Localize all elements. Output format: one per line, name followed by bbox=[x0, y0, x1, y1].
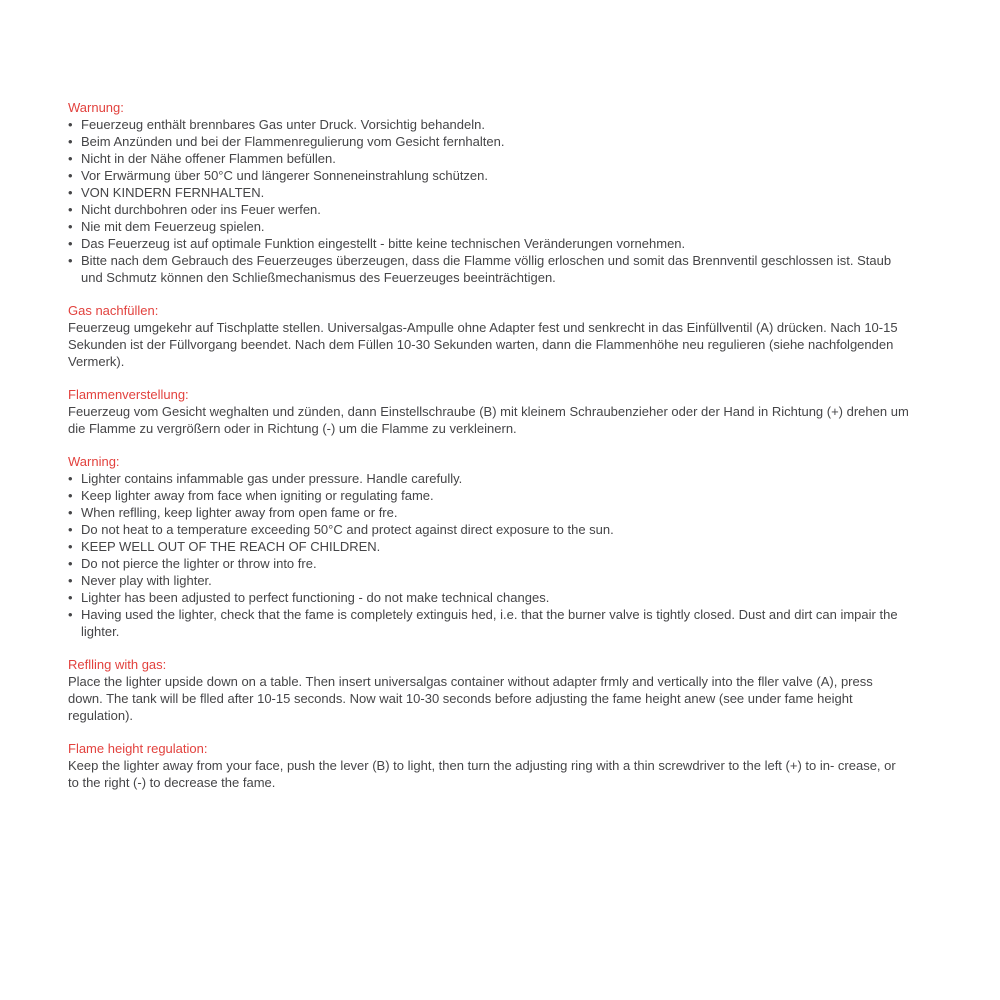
bullet-text: Nicht in der Nähe offener Flammen befüllen. bbox=[81, 151, 336, 166]
section-paragraph: Feuerzeug umgekehr auf Tischplatte stellen. Universalgas-Ampulle ohne Adapter fest und senkrecht in das Einfüllventil (A) drücken. Nach 10-15 Sekunden ist der Füllvorgang beendet. Nach dem Füllen 10-30 Sekunden warten, dann die Flammenhöhe neu regulieren (siehe nachfolgenden Vermerk). bbox=[68, 320, 898, 369]
bullet-item bbox=[68, 572, 910, 589]
section-flammenverstellung-de bbox=[68, 386, 910, 437]
bullet-text: Do not heat to a temperature exceeding 50°C and protect against direct exposure to the sun. bbox=[81, 522, 614, 537]
section-paragraph: Keep the lighter away from your face, push the lever (B) to light, then turn the adjusting ring with a thin screwdriver to the left (+) to in- crease, or to the right (-) to decrease the fame. bbox=[68, 758, 896, 790]
bullet-item bbox=[68, 235, 910, 252]
bullet-text: KEEP WELL OUT OF THE REACH OF CHILDREN. bbox=[81, 539, 381, 554]
bullet-marker: • bbox=[68, 168, 73, 183]
bullet-text: Das Feuerzeug ist auf optimale Funktion eingestellt - bitte keine technischen Veränderungen vornehmen. bbox=[81, 236, 686, 251]
section-heading: Reflling with gas: bbox=[68, 657, 167, 672]
bullet-item bbox=[68, 521, 910, 538]
bullet-marker: • bbox=[68, 253, 73, 268]
section-warnung-de bbox=[68, 99, 910, 286]
bullet-item bbox=[68, 133, 910, 150]
bullet-marker: • bbox=[68, 219, 73, 234]
section-refilling-en bbox=[68, 656, 910, 724]
bullet-text: Having used the lighter, check that the fame is completely extinguis hed, i.e. that the burner valve is tightly closed. Dust and dirt can impair the lighter. bbox=[81, 607, 898, 639]
bullet-item bbox=[68, 252, 910, 286]
bullet-marker: • bbox=[68, 134, 73, 149]
bullet-item bbox=[68, 555, 910, 572]
bullet-marker: • bbox=[68, 556, 73, 571]
bullet-marker: • bbox=[68, 505, 73, 520]
bullet-marker: • bbox=[68, 117, 73, 132]
section-heading: Warnung: bbox=[68, 100, 124, 115]
bullet-item bbox=[68, 167, 910, 184]
bullet-marker: • bbox=[68, 202, 73, 217]
section-heading: Flame height regulation: bbox=[68, 741, 208, 756]
bullet-item bbox=[68, 504, 910, 521]
section-gas-nachfuellen-de bbox=[68, 302, 910, 370]
bullet-marker: • bbox=[68, 236, 73, 251]
section-heading: Flammenverstellung: bbox=[68, 387, 189, 402]
section-paragraph: Place the lighter upside down on a table. Then insert universalgas container without adapter frmly and vertically into the fller valve (A), press down. The tank will be flled after 10-15 seconds. Now wait 10-30 seconds before adjusting the fame height anew (see under fame height regulation). bbox=[68, 674, 873, 723]
bullet-text: Nie mit dem Feuerzeug spielen. bbox=[81, 219, 265, 234]
bullet-marker: • bbox=[68, 151, 73, 166]
section-heading: Gas nachfüllen: bbox=[68, 303, 159, 318]
bullet-text: VON KINDERN FERNHALTEN. bbox=[81, 185, 265, 200]
section-heading: Warning: bbox=[68, 454, 120, 469]
bullet-text: Feuerzeug enthält brennbares Gas unter Druck. Vorsichtig behandeln. bbox=[81, 117, 485, 132]
bullet-marker: • bbox=[68, 488, 73, 503]
bullet-item bbox=[68, 470, 910, 487]
bullet-text: Bitte nach dem Gebrauch des Feuerzeuges überzeugen, dass die Flamme völlig erloschen und somit das Brennventil geschlossen ist. Staub und Schmutz können den Schließmechanismus des Feuerzeuges beeinträchtigen. bbox=[81, 253, 892, 285]
bullet-item bbox=[68, 487, 910, 504]
bullet-item bbox=[68, 116, 910, 133]
section-flame-height-en bbox=[68, 740, 910, 791]
bullet-item bbox=[68, 538, 910, 555]
bullet-text: Vor Erwärmung über 50°C und längerer Sonneneinstrahlung schützen. bbox=[81, 168, 489, 183]
bullet-text: Never play with lighter. bbox=[81, 573, 212, 588]
instruction-sections-container bbox=[68, 99, 910, 807]
bullet-marker: • bbox=[68, 607, 73, 622]
section-warning-en bbox=[68, 453, 910, 640]
bullet-marker: • bbox=[68, 471, 73, 486]
bullet-text: Keep lighter away from face when igniting or regulating fame. bbox=[81, 488, 434, 503]
bullet-text: Lighter has been adjusted to perfect functioning - do not make technical changes. bbox=[81, 590, 550, 605]
bullet-item bbox=[68, 606, 910, 640]
bullet-marker: • bbox=[68, 573, 73, 588]
bullet-marker: • bbox=[68, 539, 73, 554]
bullet-item bbox=[68, 201, 910, 218]
bullet-marker: • bbox=[68, 522, 73, 537]
bullet-text: Nicht durchbohren oder ins Feuer werfen. bbox=[81, 202, 321, 217]
bullet-marker: • bbox=[68, 185, 73, 200]
bullet-item bbox=[68, 218, 910, 235]
section-paragraph: Feuerzeug vom Gesicht weghalten und zünden, dann Einstellschraube (B) mit kleinem Schraubenzieher oder der Hand in Richtung (+) drehen um die Flamme zu vergrößern oder in Richtung (-) um die Flamme zu verkleinern. bbox=[68, 404, 909, 436]
bullet-text: When reflling, keep lighter away from open fame or fre. bbox=[81, 505, 398, 520]
bullet-text: Lighter contains infammable gas under pressure. Handle carefully. bbox=[81, 471, 463, 486]
bullet-item bbox=[68, 589, 910, 606]
bullet-marker: • bbox=[68, 590, 73, 605]
bullet-text: Do not pierce the lighter or throw into fre. bbox=[81, 556, 317, 571]
bullet-item bbox=[68, 184, 910, 201]
bullet-text: Beim Anzünden und bei der Flammenregulierung vom Gesicht fernhalten. bbox=[81, 134, 505, 149]
bullet-item bbox=[68, 150, 910, 167]
